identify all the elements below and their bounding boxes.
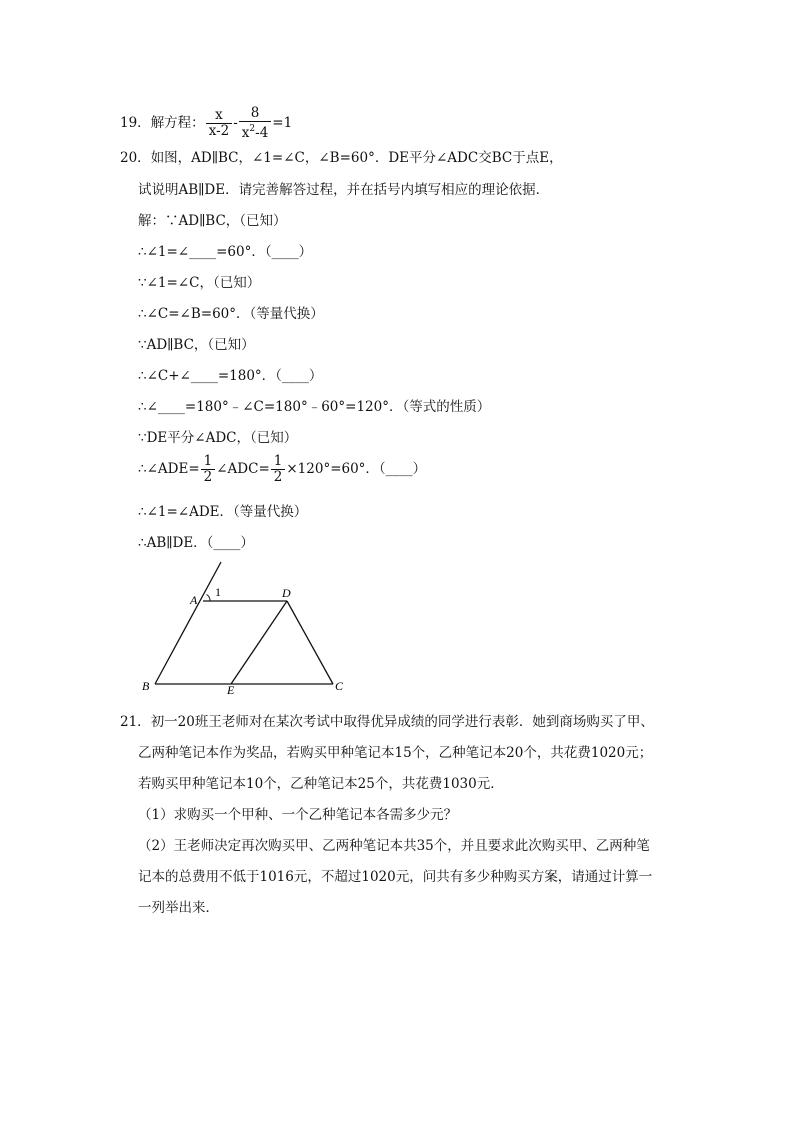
q19-frac1-den: x-2 [208,123,230,139]
question-19 [120,106,292,141]
half-frac-den: 2 [203,469,213,485]
q19-minus: - [233,115,238,131]
q20-step-8: ∵DE平分∠ADC，（已知） [138,430,298,446]
q19-fraction-1 [206,108,233,139]
q20-step-2: ∴∠1=∠____=60°．（____） [138,244,313,260]
q19-frac2-num: 8 [239,106,272,122]
trapezoid-figure [135,560,365,700]
q21-part-1: （1）求购买一个甲种、一个乙种笔记本各需多少元？ [138,807,458,823]
q19-number: 19． [120,115,151,131]
q21-number: 21． [120,714,151,730]
q21-part-2-line-1: （2）王老师决定再次购买甲、乙两种笔记本共35个，并且要求此次购买甲、乙两种笔 [138,838,650,854]
q20-step-5: ∵AD∥BC，（已知） [138,337,255,353]
q19-frac2-den-base: x [241,125,250,141]
segment-dc [287,601,333,684]
q19-frac2-den-tail: -4 [255,125,269,141]
q20-step-1: 解：∵AD∥BC，（已知） [138,213,287,229]
q20-number: 20． [120,150,151,166]
q20-step-4: ∴∠C=∠B=60°．（等量代换） [138,306,324,322]
q20-step-11: ∴AB∥DE．（____） [138,535,254,551]
q20-step-9-tail: ×120°=60°．（____） [286,461,427,477]
q19-rhs: =1 [272,115,293,131]
line-ab-extended [155,562,221,684]
q20-intro-text: 如图，AD∥BC，∠1=∠C，∠B=60°．DE平分∠ADC交BC于点E， [150,150,563,166]
label-e: E [227,683,235,697]
label-c: C [335,679,344,693]
q20-step-9 [138,454,426,485]
q21-text-1: 初一20班王老师对在某次考试中取得优异成绩的同学进行表彰．她到商场购买了甲、 [150,714,654,730]
q21-line-2: 乙两种笔记本作为奖品，若购买甲种笔记本15个，乙种笔记本20个，共花费1020元； [138,745,653,761]
q21-line-3: 若购买甲种笔记本10个，乙种笔记本25个，共花费1030元． [138,776,504,792]
q20-step-3: ∵∠1=∠C，（已知） [138,275,261,291]
angle-1-arc [207,595,211,602]
label-1: 1 [215,585,221,599]
q20-task: 试说明AB∥DE．请完善解答过程，并在括号内填写相应的理论依据． [138,182,550,198]
q20-step-10: ∴∠1=∠ADE．（等量代换） [138,504,308,520]
q20-step-7: ∴∠____=180°﹣∠C=180°﹣60°=120°．（等式的性质） [138,399,491,415]
q20-half-fraction-1 [201,454,216,485]
q20-step-9-lead: ∴∠ADE= [138,461,200,477]
q20-half-fraction-2 [271,454,286,485]
q19-frac2-den-exp: 2 [249,124,256,134]
q20-step-9-mid: ∠ADC= [216,461,270,477]
label-b: B [142,679,150,693]
half-frac-den-2: 2 [273,469,283,485]
q21-line-1 [120,710,654,730]
q19-frac2-den [239,122,272,141]
half-frac-num-2: 1 [271,454,286,470]
q19-frac1-num: x [206,108,233,124]
segment-de [231,601,287,684]
q20-step-6: ∴∠C+∠____=180°．（____） [138,368,323,384]
label-d: D [282,586,291,600]
label-a: A [190,593,198,607]
half-frac-num: 1 [201,454,216,470]
q21-part-2-line-3: 一列举出来． [138,900,219,916]
q19-lead: 解方程： [150,115,205,131]
q19-fraction-2 [239,106,272,141]
q21-part-2-line-2: 记本的总费用不低于1016元，不超过1020元，问共有多少种购买方案，请通过计算一 [138,869,653,885]
q20-intro [120,146,563,166]
